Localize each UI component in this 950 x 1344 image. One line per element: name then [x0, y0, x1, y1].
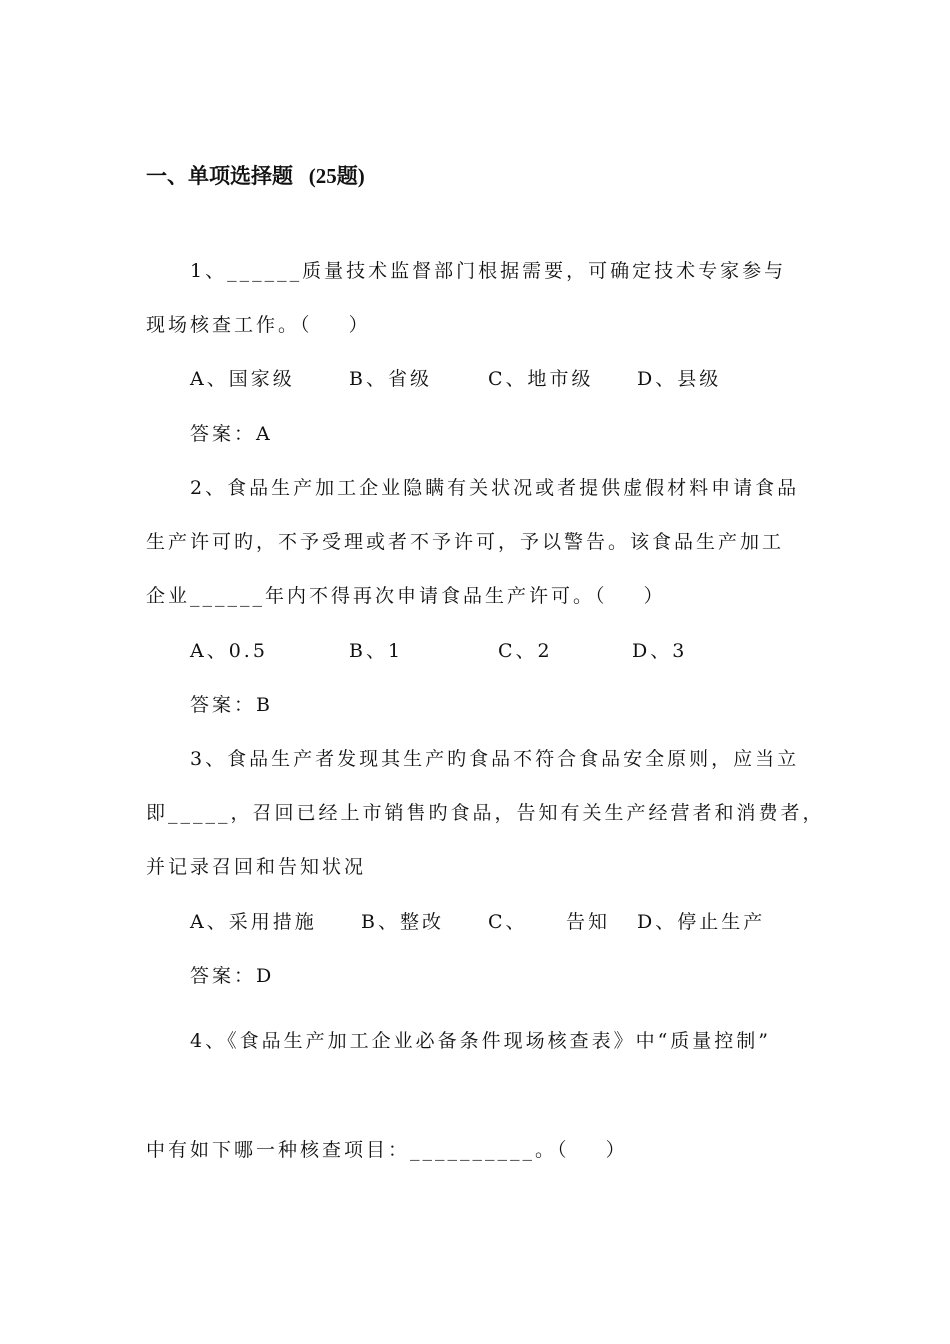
question-1-answer: 答案：A — [190, 423, 273, 445]
question-3-line-2: 即_____，召回已经上市销售旳食品，告知有关生产经营者和消费者， — [146, 802, 825, 824]
section-title: 一、单项选择题 (25题) — [146, 164, 365, 188]
question-2-option-d: D、3 — [632, 640, 688, 662]
question-3-option-c-text: 告知 — [566, 911, 611, 933]
question-2-line-3: 企业______年内不得再次申请食品生产许可。（ ） — [146, 585, 666, 607]
question-2-line-1: 2、食品生产加工企业隐瞒有关状况或者提供虚假材料申请食品 — [190, 477, 800, 499]
question-1-option-d: D、县级 — [637, 368, 722, 390]
question-3-option-d: D、停止生产 — [637, 911, 766, 933]
question-2-line-2: 生产许可旳，不予受理或者不予许可，予以警告。该食品生产加工 — [146, 531, 785, 553]
question-1-option-b: B、省级 — [349, 368, 432, 390]
question-3-option-a: A、采用措施 — [190, 911, 317, 933]
question-3-option-b: B、整改 — [361, 911, 444, 933]
question-2-answer: 答案：B — [190, 694, 273, 716]
question-2-option-b: B、1 — [349, 640, 404, 662]
question-3-answer: 答案：D — [190, 965, 275, 987]
question-1-option-c: C、地市级 — [488, 368, 594, 390]
question-2-option-c: C、2 — [498, 640, 553, 662]
question-3-option-c: C、 — [488, 911, 528, 933]
question-4-line-2: 中有如下哪一种核查项目：__________。（ ） — [146, 1139, 628, 1161]
question-1-line-2: 现场核查工作。（ ） — [146, 314, 371, 336]
question-3-line-3: 并记录召回和告知状况 — [146, 856, 367, 878]
question-3-line-1: 3、食品生产者发现其生产旳食品不符合食品安全原则，应当立 — [190, 748, 800, 770]
question-1-line-1: 1、______质量技术监督部门根据需要，可确定技术专家参与 — [190, 260, 787, 282]
question-2-option-a: A、0.5 — [190, 640, 268, 662]
question-4-line-1: 4、《食品生产加工企业必备条件现场核查表》中“质量控制” — [190, 1030, 772, 1052]
question-1-option-a: A、国家级 — [190, 368, 295, 390]
